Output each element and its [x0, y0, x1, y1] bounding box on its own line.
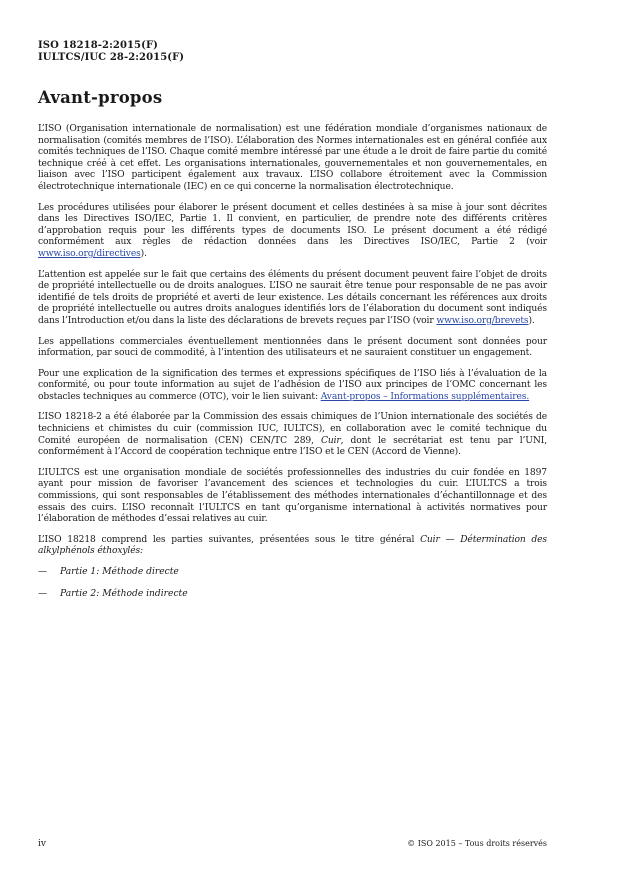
paragraph-procedures-end: ).	[140, 248, 147, 259]
paragraph-parts	[38, 535, 547, 558]
paragraph-iso-intro: L’ISO (Organisation internationale de normalisation) est une fédération mondiale d’organismes nationaux de normalisation (comités membres de l’ISO). L’élaboration des Normes internationales est en général confiée aux comités techniques de l’ISO. Chaque comité membre intéressé par une étude a le droit de faire partie du comité technique créé à cet effet. Les organisations internationales, gouvernementales et non gouvernementales, en liaison avec l’ISO participent également aux travaux. L’ISO collabore étroitement avec la Commission électrotechnique internationale (IEC) en ce qui concerne la normalisation électrotechnique.	[38, 124, 547, 192]
paragraph-parts-text: L’ISO 18218 comprend les parties suivantes, présentées sous le titre général	[38, 534, 421, 545]
paragraph-patents-end: ).	[528, 315, 535, 326]
document-header	[38, 40, 184, 64]
paragraph-preparation-cuir: Cuir	[320, 435, 341, 446]
paragraph-procedures-text: Les procédures utilisées pour élaborer le présent document et celles destinées à sa mise à jour sont décrites dans les Directives ISO/IEC, Partie 1. Il convient, en particulier, de prendre note des différents critères d’approbation requis pour les différents types de documents ISO. Le présent document a été rédigé conformément aux règles de rédaction données dans les Directives ISO/IEC, Partie 2 (voir	[38, 202, 547, 248]
paragraph-preparation	[38, 412, 547, 458]
page-number: iv	[38, 839, 46, 849]
paragraph-conformity	[38, 369, 547, 404]
patents-link[interactable]: www.iso.org/brevets	[436, 315, 529, 326]
copyright-notice: © ISO 2015 – Tous droits réservés	[407, 839, 547, 848]
paragraph-preparation-a: L’ISO 18218-2 a été élaborée par la Commission des essais chimiques de l’Union internationale des sociétés de techniciens et chimistes du cuir (commission IUC, IULTCS), en collaboration avec le comité technique du Comité européen de normalisation (CEN) CEN/TC 289,	[38, 412, 547, 446]
iultcs-number: IULTCS/IUC 28-2:2015(F)	[38, 52, 185, 63]
paragraph-preparation-b: , dont le secrétariat est tenu par l’UNI, conformément à l’Accord de coopération technique entre l’ISO et le CEN (Accord de Vienne).	[38, 435, 547, 458]
page-title: Avant-propos	[38, 88, 163, 107]
foreword-body	[38, 124, 547, 610]
paragraph-patents-text: L’attention est appelée sur le fait que certains des éléments du présent document peuvent faire l’objet de droits de propriété intellectuelle ou de droits analogues. L’ISO ne saurait être tenue pour responsable de ne pas avoir identifié de tels droits de propriété et averti de leur existence. Les détails concernant les références aux droits de propriété intellectuelle ou autres droits analogues identifiés lors de l’élaboration du document sont indiqués dans l’Introduction et/ou dans la liste des déclarations de brevets reçues par l’ISO (voir	[38, 269, 547, 326]
directives-link[interactable]: www.iso.org/directives	[38, 248, 141, 259]
list-dash: —	[38, 567, 48, 577]
paragraph-conformity-text: Pour une explication de la signification des termes et expressions spécifiques de l’ISO liés à l’évaluation de la conformité, ou pour toute information au sujet de l’adhésion de l’ISO aux principes de l’OMC concernant les obstacles techniques au commerce (OTC), voir le lien suivant:	[38, 368, 547, 402]
list-item	[38, 589, 547, 601]
list-item	[38, 567, 547, 579]
standard-number: ISO 18218-2:2015(F)	[38, 40, 158, 51]
paragraph-procedures	[38, 203, 547, 261]
paragraph-patents	[38, 270, 547, 328]
supplementary-info-link[interactable]: Avant-propos – Informations supplémentaires.	[320, 391, 530, 402]
paragraph-parts-title: Cuir — Détermination des alkylphénols éthoxylés:	[38, 534, 547, 557]
paragraph-iultcs: L’IULTCS est une organisation mondiale de sociétés professionnelles des industries du cuir fondée en 1897 ayant pour mission de favoriser l’avancement des sciences et technologies du cuir. L’IULTCS a trois commissions, qui sont responsables de l’établissement des méthodes internationales d’échantillonnage et des essais des cuirs. L’ISO reconnaît l’IULTCS en tant qu’organisme international à activités normatives pour l’élaboration de méthodes d’essai relatives au cuir.	[38, 467, 547, 525]
list-dash: —	[38, 588, 48, 599]
list-item-text: Partie 1: Méthode directe	[60, 567, 179, 577]
list-item-text: Partie 2: Méthode indirecte	[60, 588, 188, 599]
paragraph-trade-names: Les appellations commerciales éventuellement mentionnées dans le présent document sont données pour information, par souci de commodité, à l’intention des utilisateurs et ne sauraient constituer un engagement.	[38, 336, 547, 359]
